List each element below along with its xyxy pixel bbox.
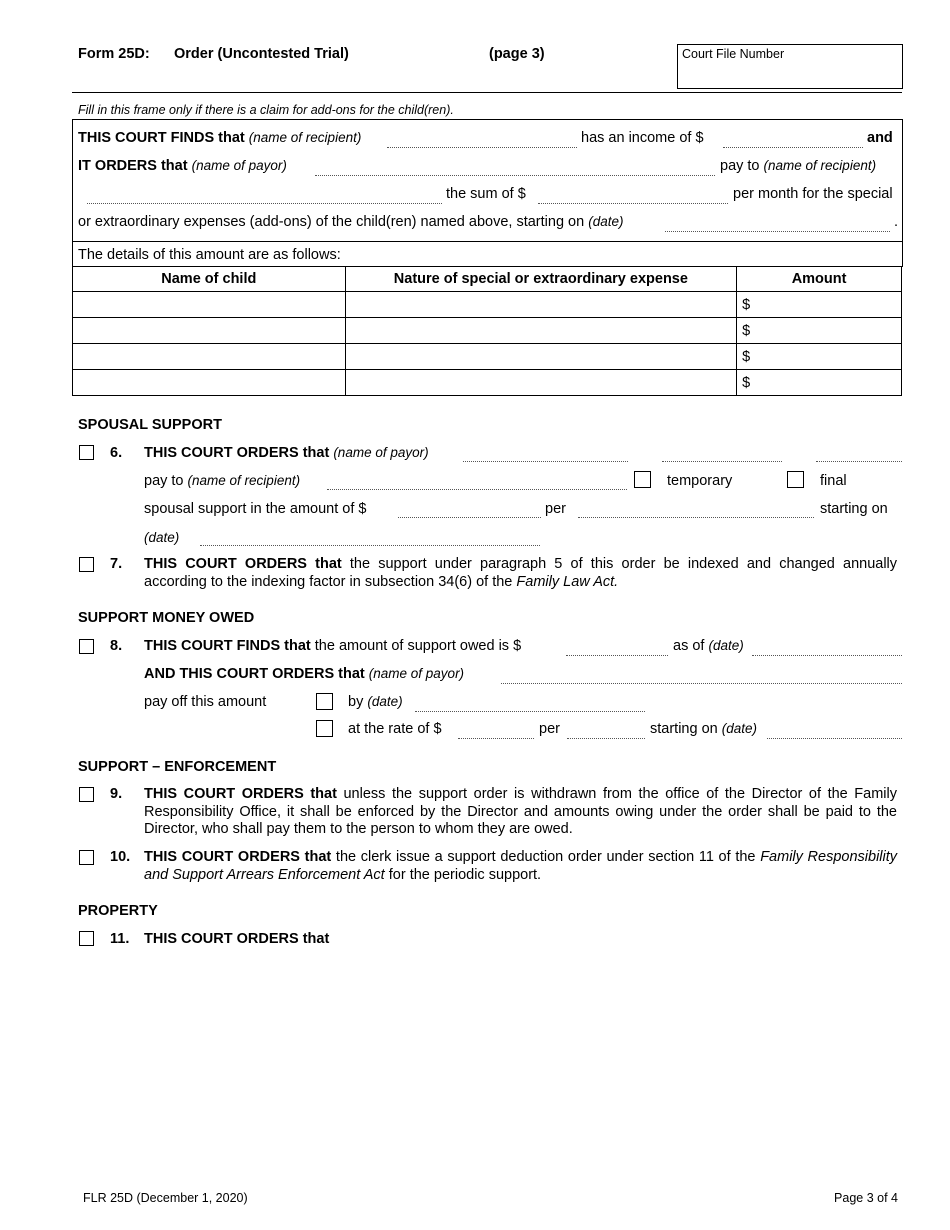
spousal-starting-text: starting on: [820, 501, 888, 517]
payor-name-field[interactable]: [315, 175, 715, 176]
child-name-cell[interactable]: [73, 318, 346, 344]
income-field[interactable]: [723, 147, 863, 148]
paragraph-8-bold: THIS COURT FINDS that: [144, 638, 311, 654]
orders-bold: IT ORDERS that: [78, 158, 188, 174]
sum-field[interactable]: [538, 203, 728, 204]
paragraph-8-checkbox[interactable]: [79, 639, 94, 654]
paragraph-10-number: 10.: [110, 849, 131, 865]
column-header: Amount: [737, 267, 902, 292]
fro-act-ref: Family Responsibility and Support Arrears Enforcement Act: [144, 849, 898, 883]
as-of-text: as of: [673, 638, 705, 654]
rate-start-date-field[interactable]: [767, 738, 902, 739]
spousal-recipient-hint: (name of recipient): [187, 473, 301, 488]
support-owed-heading: SUPPORT MONEY OWED: [78, 610, 255, 626]
amount-cell[interactable]: $: [737, 292, 902, 318]
table-row: [73, 318, 902, 344]
table-row: [73, 292, 902, 318]
as-of-line: [673, 638, 744, 654]
form-title: Order (Uncontested Trial): [174, 46, 349, 62]
amount-cell[interactable]: $: [737, 318, 902, 344]
by-text: by: [348, 694, 364, 710]
frame-note: Fill in this frame only if there is a claim for add-ons for the child(ren).: [78, 103, 454, 117]
column-header: Name of child: [73, 267, 346, 292]
per-month-text: per month for the special: [733, 186, 893, 202]
pay-rate-checkbox[interactable]: [316, 720, 333, 737]
pay-by-date-checkbox[interactable]: [316, 693, 333, 710]
spousal-amount-text: spousal support in the amount of $: [144, 501, 367, 517]
paragraph-7-text: [144, 556, 897, 591]
form-number: Form 25D:: [78, 46, 150, 62]
spousal-pay-to-text: pay to: [144, 473, 184, 489]
rate-amount-field[interactable]: [458, 738, 534, 739]
court-file-number-field[interactable]: [677, 44, 903, 89]
property-heading: PROPERTY: [78, 903, 158, 919]
spousal-amount-field[interactable]: [398, 517, 541, 518]
finds-bold: THIS COURT FINDS that: [78, 130, 245, 146]
enforcement-heading: SUPPORT – ENFORCEMENT: [78, 759, 277, 775]
rate-starting-text: starting on: [650, 721, 718, 737]
pay-to-hint: (name of recipient): [763, 158, 877, 173]
paragraph-9-text: [144, 786, 897, 839]
child-name-cell[interactable]: [73, 344, 346, 370]
paragraph-10-tail: for the periodic support.: [388, 866, 542, 883]
recipient-hint: (name of recipient): [248, 130, 362, 145]
orders-line: [78, 158, 287, 174]
expense-nature-cell[interactable]: [345, 292, 737, 318]
owed-amount-field[interactable]: [566, 655, 668, 656]
paragraph-10-checkbox[interactable]: [79, 850, 94, 865]
child-name-cell[interactable]: [73, 370, 346, 396]
income-text: has an income of $: [581, 130, 704, 146]
expense-nature-cell[interactable]: [345, 370, 737, 396]
extra-date-hint: (date): [588, 214, 624, 229]
final-label: final: [820, 473, 847, 489]
details-text: The details of this amount are as follows:: [78, 247, 341, 263]
spousal-pay-to-line: [144, 473, 300, 489]
page-label: (page 3): [489, 46, 545, 62]
expense-nature-cell[interactable]: [345, 344, 737, 370]
column-header: Nature of special or extraordinary expense: [345, 267, 737, 292]
rate-period-field[interactable]: [567, 738, 645, 739]
by-line: [348, 694, 403, 710]
paragraph-11-bold: THIS COURT ORDERS that: [144, 931, 330, 947]
amount-cell[interactable]: $: [737, 370, 902, 396]
spousal-start-date-field[interactable]: [200, 545, 540, 546]
owed-payor-field[interactable]: [501, 683, 902, 684]
sum-text: the sum of $: [446, 186, 526, 202]
paragraph-8-lead: [144, 638, 521, 654]
rate-per-text: per: [539, 721, 560, 737]
as-of-date-hint: (date): [708, 638, 744, 653]
form-reference: FLR 25D (December 1, 2020): [83, 1191, 248, 1205]
paragraph-6-number: 6.: [110, 445, 123, 461]
paragraph-6-payor-hint: (name of payor): [333, 445, 429, 460]
recipient-name-field-2[interactable]: [87, 203, 442, 204]
rate-text: at the rate of $: [348, 721, 442, 737]
spousal-period-field[interactable]: [578, 517, 814, 518]
spousal-payor-field-1[interactable]: [463, 461, 628, 462]
spousal-payor-field-2[interactable]: [662, 461, 782, 462]
paragraph-7-bold: THIS COURT ORDERS that: [144, 556, 342, 572]
spousal-date-hint: (date): [144, 530, 180, 545]
expenses-table: [72, 266, 902, 396]
rate-date-hint: (date): [721, 721, 758, 736]
and-text: and: [867, 130, 893, 146]
header-divider: [72, 92, 902, 93]
spousal-recipient-field[interactable]: [327, 489, 627, 490]
paragraph-8-number: 8.: [110, 638, 123, 654]
expense-nature-cell[interactable]: [345, 318, 737, 344]
paragraph-6-checkbox[interactable]: [79, 445, 94, 460]
table-row: [73, 370, 902, 396]
pay-to-text: pay to: [720, 158, 760, 174]
payor-hint: (name of payor): [191, 158, 287, 173]
details-divider: [72, 241, 902, 242]
by-date-hint: (date): [367, 694, 403, 709]
paragraph-6-bold: THIS COURT ORDERS that: [144, 445, 330, 461]
paragraph-9-number: 9.: [110, 786, 123, 802]
amount-cell[interactable]: $: [737, 344, 902, 370]
temporary-checkbox[interactable]: [634, 471, 651, 488]
paragraph-11-checkbox[interactable]: [79, 931, 94, 946]
paragraph-8-body: the amount of support owed is $: [314, 638, 522, 654]
paragraph-10-text: [144, 849, 897, 884]
final-checkbox[interactable]: [787, 471, 804, 488]
paragraph-10-bold: THIS COURT ORDERS that: [144, 849, 332, 865]
pay-to-line: [720, 158, 876, 174]
as-of-date-field[interactable]: [752, 655, 902, 656]
period: .: [894, 214, 899, 230]
paragraph-9-body: unless the support order is withdrawn from the office of the Director of the Family Responsibility Office, it shall be enforced by the Director and amounts owing under the order shall be paid to the Director, who shall pay them to the person to whom they are owed.: [144, 786, 898, 837]
pay-by-date-field[interactable]: [415, 711, 645, 712]
family-law-act-ref: Family Law Act.: [516, 573, 619, 590]
start-date-field[interactable]: [665, 231, 890, 232]
paragraph-10-body: the clerk issue a support deduction order under section 11 of the: [335, 849, 756, 865]
temporary-label: temporary: [667, 473, 733, 489]
page-number: Page 3 of 4: [834, 1191, 898, 1205]
paragraph-11-number: 11.: [110, 931, 130, 947]
finds-line: [78, 130, 361, 146]
paragraph-9-bold: THIS COURT ORDERS that: [144, 786, 337, 802]
and-orders-line: [144, 666, 464, 682]
and-orders-bold: AND THIS COURT ORDERS that: [144, 666, 365, 682]
spousal-payor-field-3[interactable]: [816, 461, 902, 462]
court-file-number-label: Court File Number: [682, 47, 785, 61]
spousal-per-text: per: [545, 501, 566, 517]
paragraph-7-checkbox[interactable]: [79, 557, 94, 572]
recipient-name-field[interactable]: [387, 147, 577, 148]
extra-text: or extraordinary expenses (add-ons) of the child(ren) named above, starting on: [78, 214, 585, 230]
extra-line: [78, 214, 623, 230]
paragraph-7-body: the support under paragraph 5 of this order be indexed and changed annually according to the indexing factor in subsection 34(6) of the: [144, 556, 898, 590]
pay-off-text: pay off this amount: [144, 694, 267, 710]
table-row: [73, 344, 902, 370]
owed-payor-hint: (name of payor): [368, 666, 465, 681]
child-name-cell[interactable]: [73, 292, 346, 318]
paragraph-6-lead: [144, 445, 429, 461]
spousal-support-heading: SPOUSAL SUPPORT: [78, 417, 222, 433]
paragraph-7-number: 7.: [110, 556, 123, 572]
table-header-row: [73, 267, 902, 292]
paragraph-9-checkbox[interactable]: [79, 787, 94, 802]
rate-starting-line: [650, 721, 757, 737]
